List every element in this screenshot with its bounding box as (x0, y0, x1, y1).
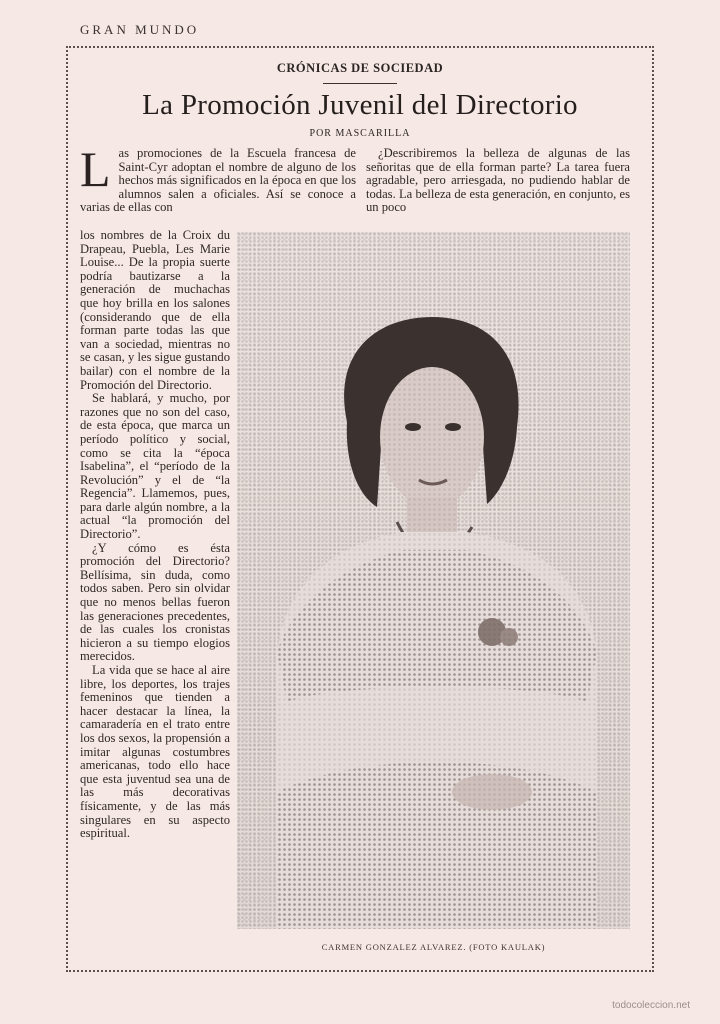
paragraph-1: los nombres de la Croix du Drapeau, Puebla, Les Marie Louise... De la propia suerte podría bautizarse a la generación de muchachas que hoy brilla en los salones (considerando que de ella forman parte todas las que van a sociedad, mientras no se casan, y les sigue gustando bailar) con el nombre de la Promoción del Directorio. (80, 228, 230, 392)
paragraph-3: ¿Y cómo es ésta promoción del Directorio? Bellísima, sin duda, como todos saben. Pero sin olvidar que no menos bellas fueron las generaciones precedentes, de las cuales los cronistas hicieron a su tiempo elogios merecidos. (80, 540, 230, 664)
headline: La Promoción Juvenil del Directorio (142, 89, 578, 121)
right-column-top (366, 147, 630, 215)
opening-text: as promociones de la Escuela francesa de Saint-Cyr adoptan el nombre de alguno de los hechos más significados en la época en que los alumnos salen a oficiales. Así se conoce a varias de ellas con (80, 146, 356, 215)
watermark: todocoleccion.net (612, 1000, 690, 1011)
opening-paragraph (80, 141, 356, 215)
title-rule (323, 83, 397, 84)
left-column-narrow (80, 229, 230, 841)
right-paragraph: ¿Describiremos la belleza de algunas de las señoritas que de ella forman parte? La tarea fuera agradable, pero arriesgada, no pudiendo hablar de todas. La belleza de esta generación, en conjunto, es un poco (366, 146, 630, 215)
byline: POR MASCARILLA (309, 128, 411, 139)
running-head: GRAN MUNDO (80, 22, 200, 37)
drop-cap: L (80, 141, 111, 197)
section-title: CRÓNICAS DE SOCIEDAD (276, 61, 444, 75)
portrait-figure (237, 232, 630, 929)
left-column-top (80, 141, 356, 215)
photo-caption: CARMEN GONZALEZ ALVAREZ. (FOTO KAULAK) (321, 942, 546, 952)
paragraph-2: Se hablará, y mucho, por razones que no son del caso, de esta época, que marca un período político y social, como se cita la “época Isabelina”, el “período de la Revolución” y el de “la Regencia”. Llamemos, pues, para darle algún nombre, a la actual “la promoción del Directorio”. (80, 391, 230, 542)
paragraph-4: La vida que se hace al aire libre, los deportes, los trajes femeninos que tienden a hacer destacar la línea, la camaradería en el trato entre los dos sexos, la propensión a imitar algunas costumbres americanas, todo ello hace que esta juventud sea una de las más decorativas físicamente, y de las más singulares en su aspecto espiritual. (80, 663, 230, 841)
portrait-photo (237, 232, 630, 929)
